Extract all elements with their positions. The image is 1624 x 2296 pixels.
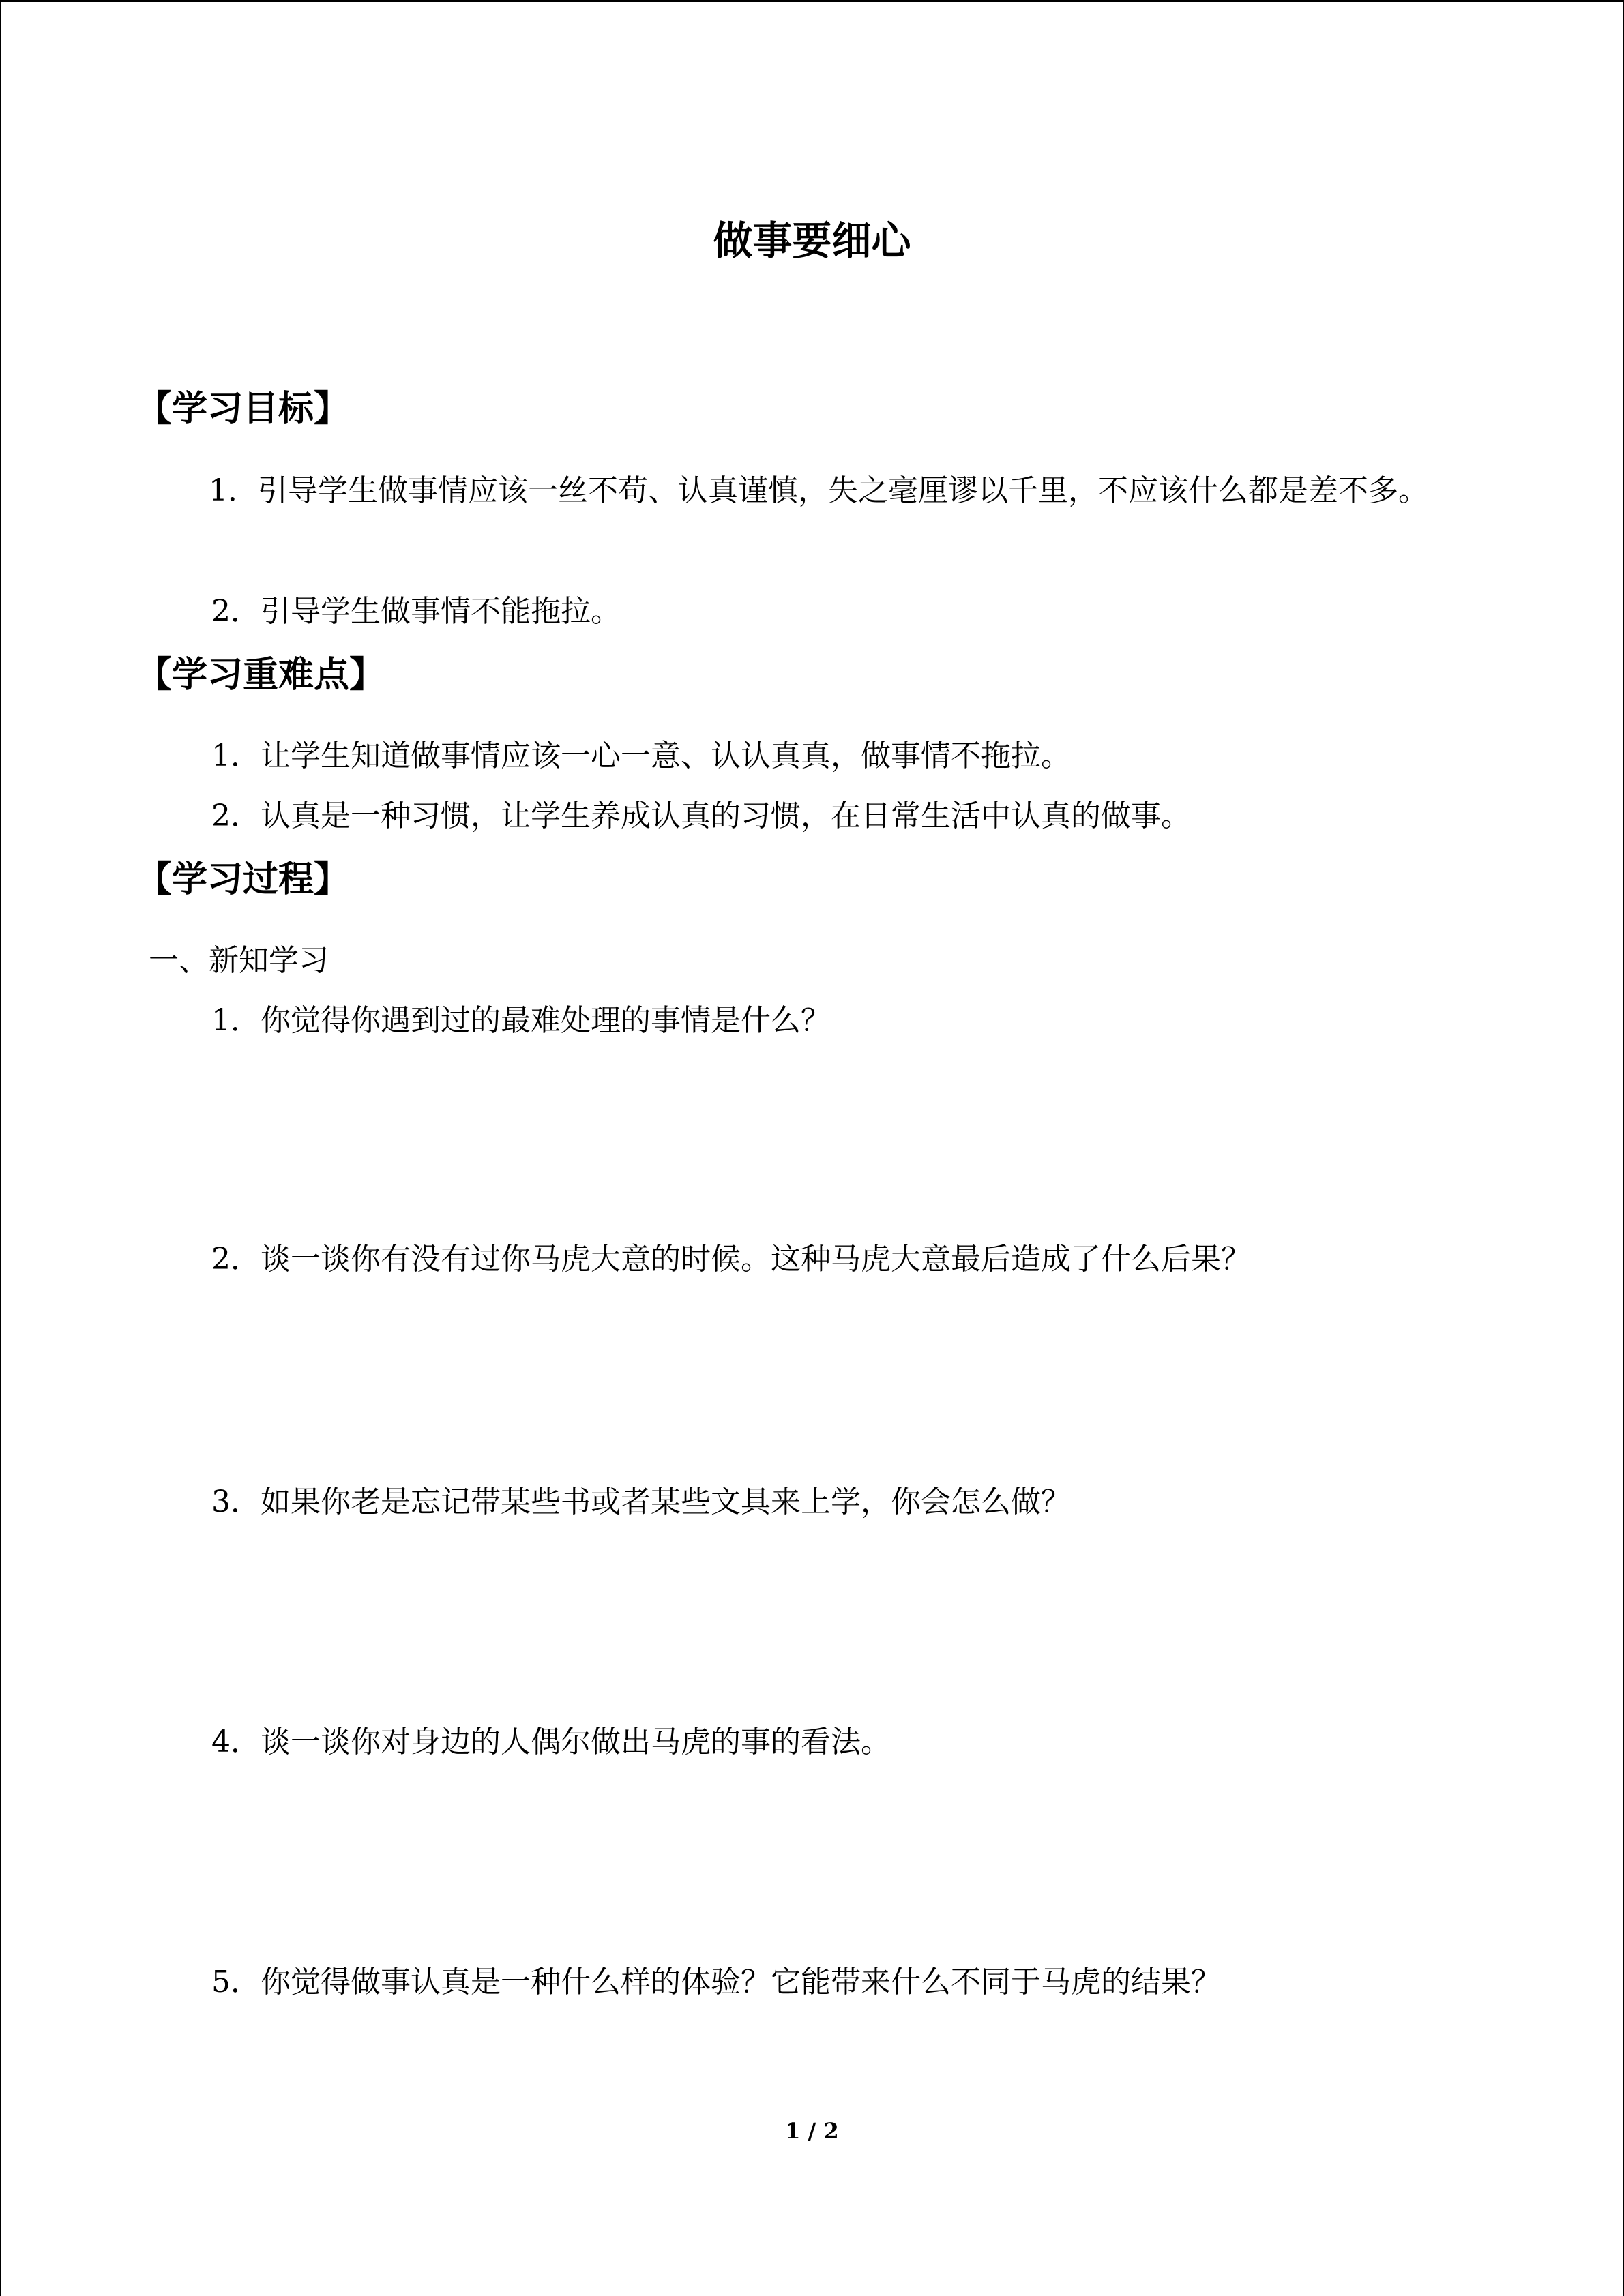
question-2: 2．谈一谈你有没有过你马虎大意的时候。这种马虎大意最后造成了什么后果？ [211, 1242, 1251, 1277]
key-point-item-2: 2．认真是一种习惯，让学生养成认真的习惯，在日常生活中认真的做事。 [211, 799, 1191, 833]
question-4: 4．谈一谈你对身边的人偶尔做出马虎的事的看法。 [211, 1725, 891, 1759]
heading-objectives: 【学习目标】 [136, 389, 350, 430]
objective-item-1: 1．引导学生做事情应该一丝不苟、认真谨慎，失之毫厘谬以千里，不应该什么都是差不多。 [209, 473, 1428, 508]
question-3: 3．如果你老是忘记带某些书或者某些文具来上学，你会怎么做？ [211, 1485, 1071, 1519]
page-number: 1 / 2 [785, 2118, 839, 2144]
question-1: 1．你觉得你遇到过的最难处理的事情是什么？ [211, 1003, 831, 1038]
key-point-item-1: 1．让学生知道做事情应该一心一意、认认真真，做事情不拖拉。 [211, 739, 1071, 773]
heading-key-points: 【学习重难点】 [136, 655, 385, 696]
question-5: 5．你觉得做事认真是一种什么样的体验？它能带来什么不同于马虎的结果？ [211, 1965, 1221, 1999]
heading-process: 【学习过程】 [136, 859, 350, 900]
objective-item-2: 2．引导学生做事情不能拖拉。 [211, 594, 621, 629]
subheading-new-knowledge: 一、新知学习 [149, 943, 329, 978]
document-title: 做事要细心 [713, 218, 911, 264]
